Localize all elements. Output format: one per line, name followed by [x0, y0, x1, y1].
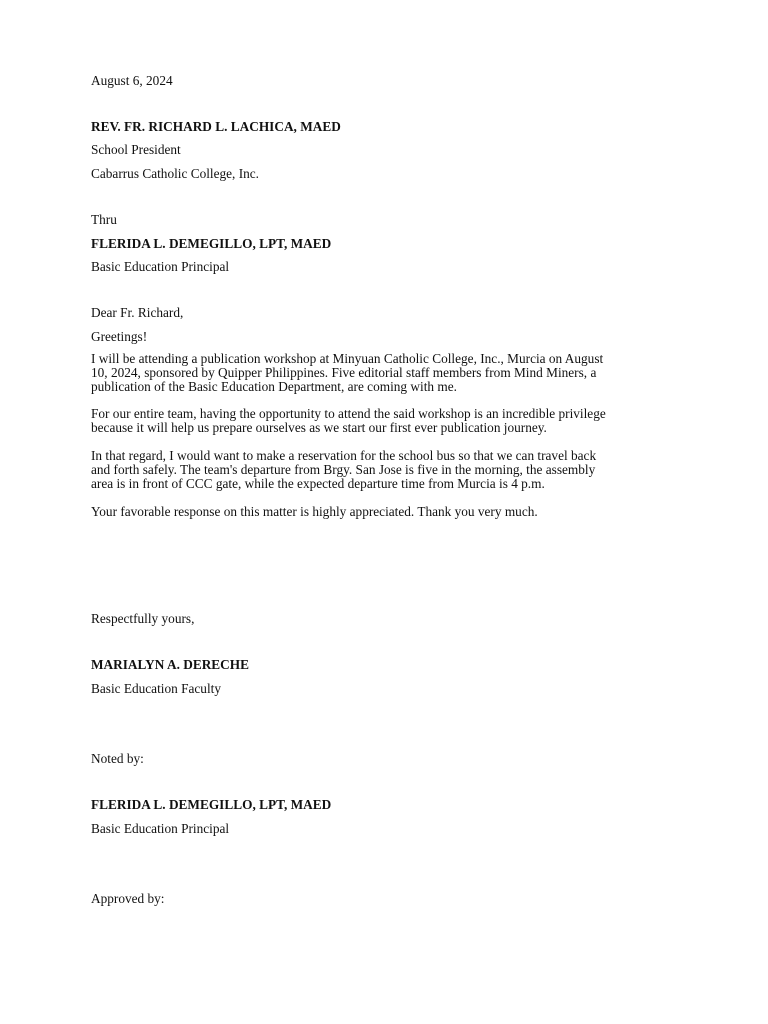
body-paragraph-3-line: and forth safely. The team's departure from Brgy. San Jose is five in the morning, the assembly	[91, 462, 596, 478]
thru-title: Basic Education Principal	[91, 259, 230, 274]
body-paragraph-1-line: publication of the Basic Education Department, are coming with me.	[91, 379, 457, 395]
recipient-organization: Cabarrus Catholic College, Inc.	[91, 166, 260, 181]
thru-name: FLERIDA L. DEMEGILLO, LPT, MAED	[91, 236, 332, 251]
recipient-title: School President	[91, 142, 181, 157]
body-paragraph-3-line: area is in front of CCC gate, while the expected departure time from Murcia is 4 p.m.	[91, 476, 545, 492]
recipient-name: REV. FR. RICHARD L. LACHICA, MAED	[91, 119, 341, 134]
body-paragraph-2-line: because it will help us prepare ourselves as we start our first ever publication journey.	[91, 420, 547, 436]
body-paragraph-1-line: 10, 2024, sponsored by Quipper Philippines. Five editorial staff members from Mind Miners, a	[91, 365, 597, 381]
sender-title: Basic Education Faculty	[91, 681, 221, 696]
letter-page	[91, 0, 681, 1024]
noted-title: Basic Education Principal	[91, 821, 230, 836]
body-paragraph-1	[91, 352, 681, 395]
noted-label: Noted by:	[91, 751, 144, 766]
closing: Respectfully yours,	[91, 611, 195, 626]
body-paragraph-3-line: In that regard, I would want to make a reservation for the school bus so that we can travel back	[91, 448, 597, 463]
letter-date: August 6, 2024	[91, 73, 173, 88]
body-paragraph-2-line: For our entire team, having the opportunity to attend the said workshop is an incredible privilege	[91, 406, 606, 421]
greeting: Greetings!	[91, 329, 148, 344]
sender-name: MARIALYN A. DERECHE	[91, 657, 249, 672]
approved-label: Approved by:	[91, 891, 165, 906]
body-paragraph-3	[91, 449, 681, 492]
salutation: Dear Fr. Richard,	[91, 305, 184, 320]
body-paragraph-4: Your favorable response on this matter is highly appreciated. Thank you very much.	[91, 504, 538, 519]
body-paragraph-2	[91, 407, 681, 435]
noted-name: FLERIDA L. DEMEGILLO, LPT, MAED	[91, 797, 332, 812]
thru-label: Thru	[91, 212, 117, 227]
body-paragraph-1-line: I will be attending a publication workshop at Minyuan Catholic College, Inc., Murcia on August	[91, 351, 604, 366]
